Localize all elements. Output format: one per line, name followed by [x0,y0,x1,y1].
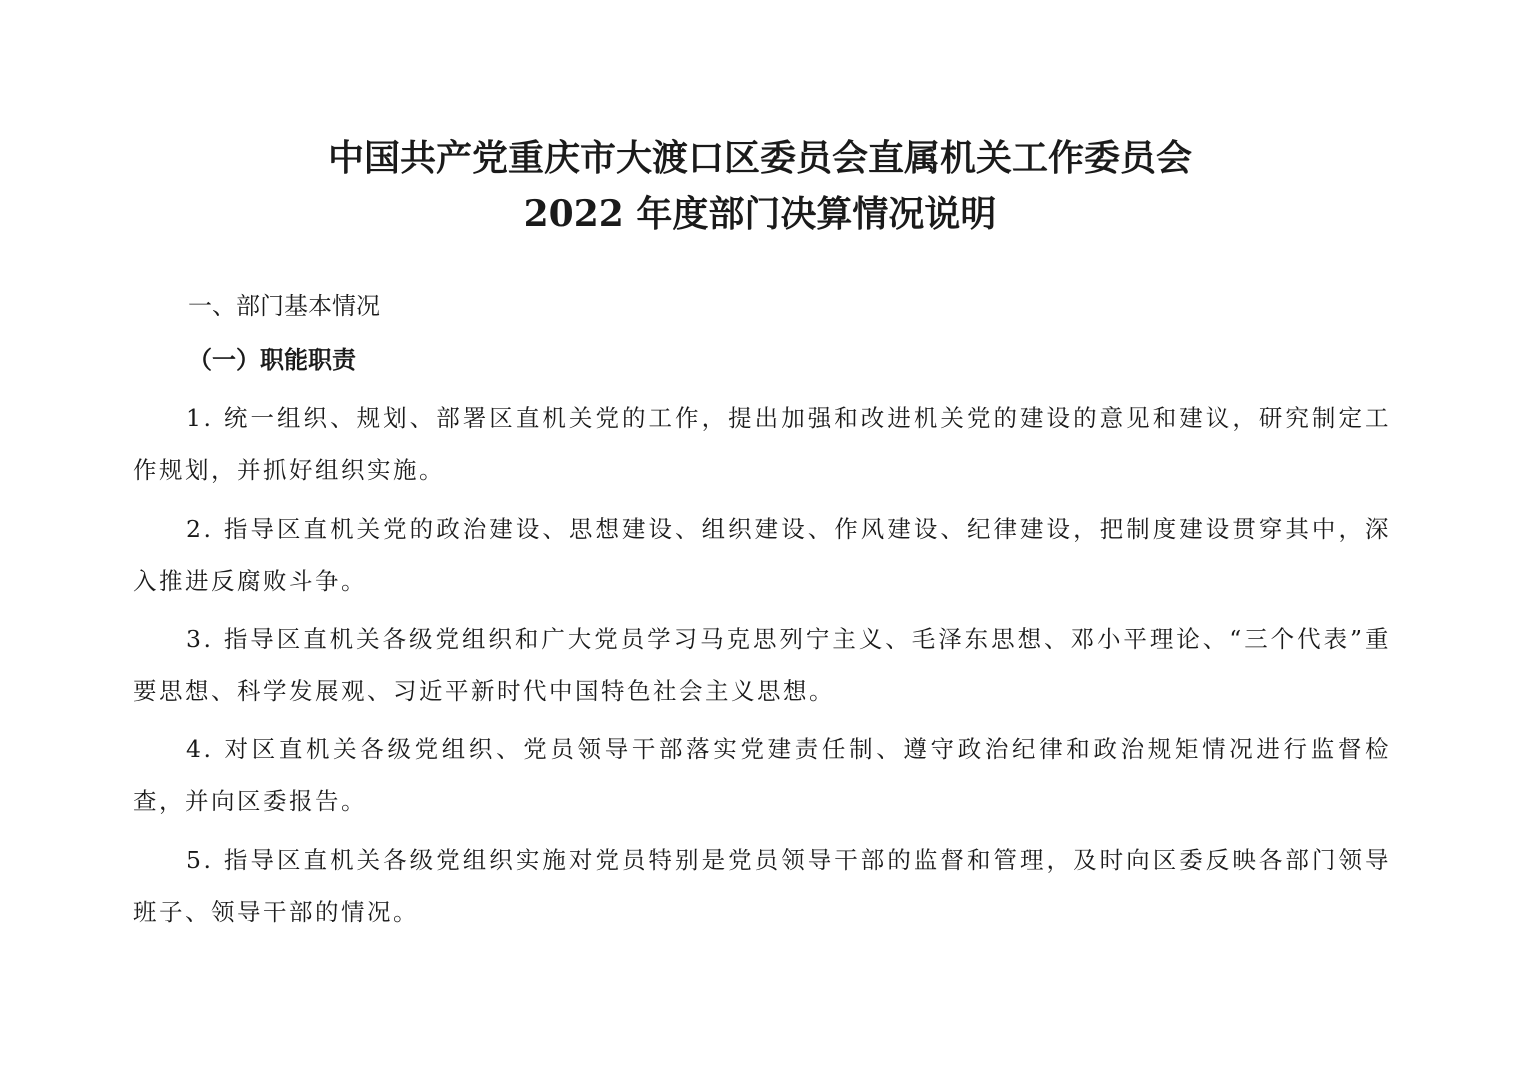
paragraph-1: 1. 统一组织、规划、部署区直机关党的工作，提出加强和改进机关党的建设的意见和建议，研究制定工作规划，并抓好组织实施。 [133,404,1391,484]
subsection-heading: （一）职能职责 [188,346,356,374]
title-line-2: 2022 年度部门决算情况说明 [523,193,997,235]
document-title [0,130,1520,242]
paragraph-2: 2. 指导区直机关党的政治建设、思想建设、组织建设、作风建设、纪律建设，把制度建设贯穿其中，深入推进反腐败斗争。 [133,515,1391,595]
section-heading: 一、部门基本情况 [188,292,380,320]
paragraph-3: 3. 指导区直机关各级党组织和广大党员学习马克思列宁主义、毛泽东思想、邓小平理论、“三个代表”重要思想、科学发展观、习近平新时代中国特色社会主义思想。 [133,625,1391,705]
title-line-1: 中国共产党重庆市大渡口区委员会直属机关工作委员会 [327,137,1192,179]
paragraph-4: 4. 对区直机关各级党组织、党员领导干部落实党建责任制、遵守政治纪律和政治规矩情况进行监督检查，并向区委报告。 [133,735,1391,815]
paragraph-5: 5. 指导区直机关各级党组织实施对党员特别是党员领导干部的监督和管理，及时向区委反映各部门领导班子、领导干部的情况。 [133,846,1391,926]
